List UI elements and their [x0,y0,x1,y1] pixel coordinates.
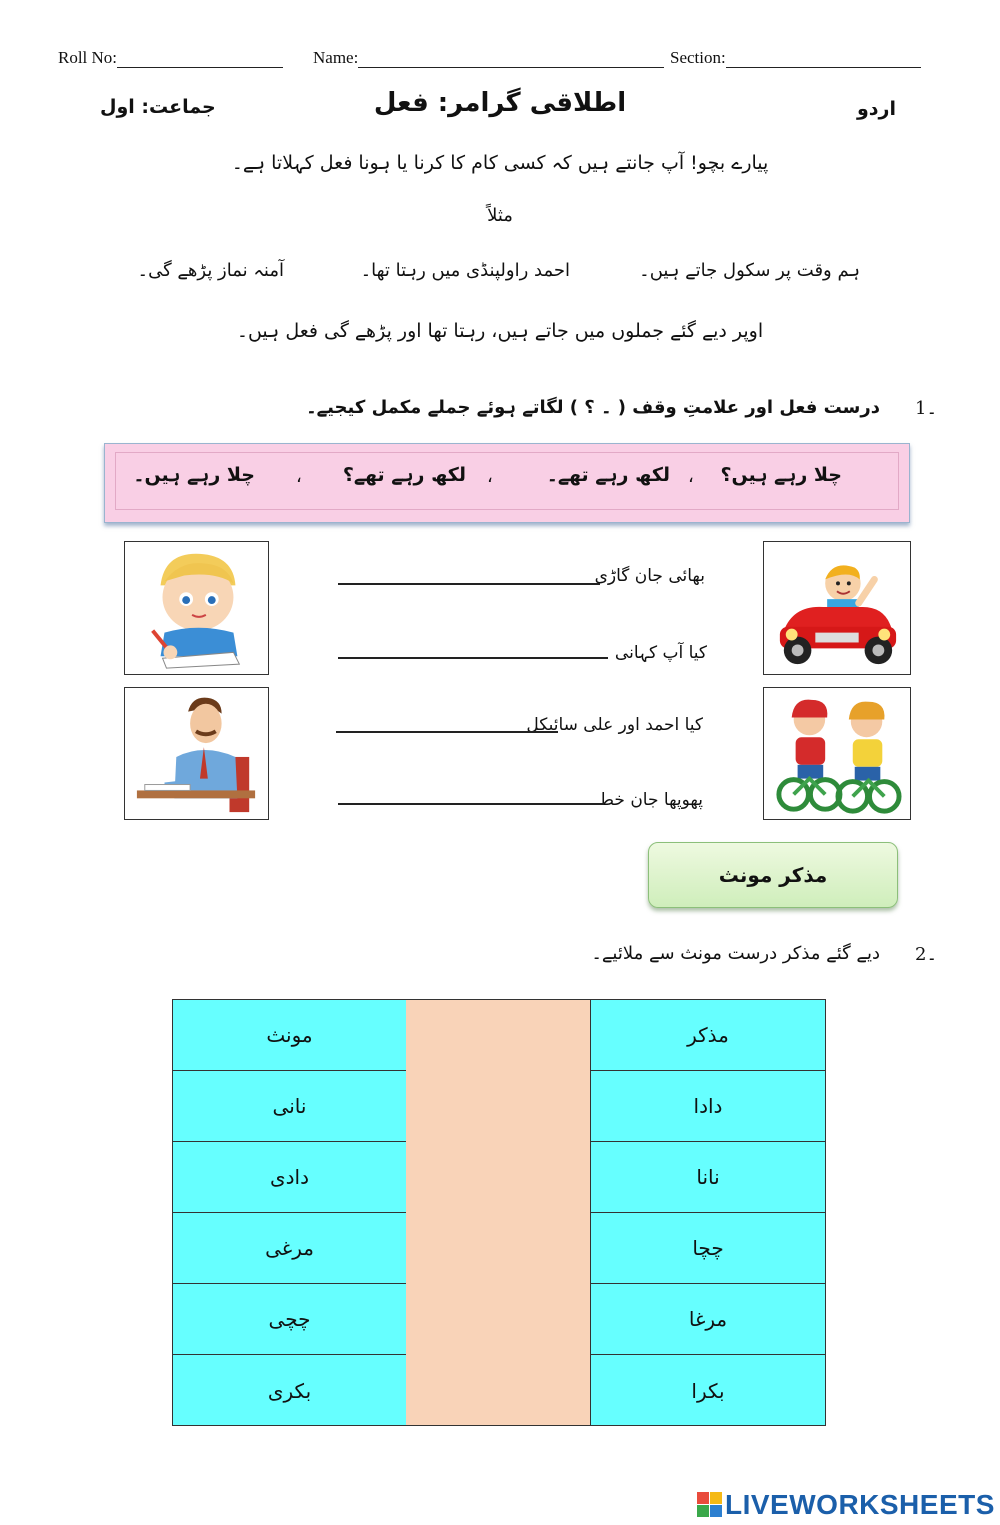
option-1[interactable]: چلا رہے ہیں؟ [720,464,842,486]
intro-text: پیارے بچو! آپ جانتے ہیں کہ کسی کام کا کرنا یا ہونا فعل کہلاتا ہے۔ [231,152,769,174]
page-title: اطلاقی گرامر: فعل [373,88,627,118]
masculine-feminine-button[interactable]: مذکر مونث [648,842,898,908]
example-sentence-1: ہم وقت پر سکول جاتے ہیں۔ [639,260,860,281]
section-label: Section: [670,48,726,67]
subject-label: اردو [856,98,896,120]
boy-writing-image [124,541,269,675]
option-4[interactable]: چلا رہے ہیں۔ [133,464,255,486]
section-field [670,48,921,68]
feminine-word-4[interactable]: چچی [173,1284,406,1355]
feminine-header: مونث [173,1000,406,1071]
feminine-word-1[interactable]: نانی [173,1071,406,1142]
matching-area[interactable] [406,999,591,1426]
question-2-number: 2۔ [915,944,937,965]
name-label: Name: [313,48,359,67]
sentence-4: پھوپھا جان خط [598,790,703,810]
sentence-3: کیا احمد اور علی سائیکل [526,715,703,735]
name-field [313,48,664,68]
roll-no-blank[interactable] [117,51,283,68]
masculine-word-3[interactable]: چچا [591,1213,825,1284]
question-2-text: دیے گئے مذکر درست مونث سے ملائیے۔ [591,943,880,964]
example-sentence-3: آمنہ نماز پڑھے گی۔ [137,260,284,281]
roll-no-field [58,48,283,68]
answer-blank-1[interactable] [338,583,600,585]
class-label: جماعت: اول [100,96,216,118]
explanation-text: اوپر دیے گئے جملوں میں جاتے ہیں، رہتا تھا اور پڑھے گی فعل ہیں۔ [236,320,764,342]
boys-on-bicycles-image [763,687,911,820]
answer-blank-3[interactable] [336,731,558,733]
logo-text: LIVEWORKSHEETS [725,1489,995,1520]
feminine-word-5[interactable]: بکری [267,1378,312,1403]
matching-table [172,999,826,1426]
liveworksheets-logo [697,1489,995,1521]
masculine-word-5[interactable]: بکرا [691,1378,725,1403]
liveworksheets-badge-icon [697,1492,723,1518]
option-2[interactable]: لکھ رہے تھے۔ [546,464,670,486]
masculine-header: مذکر [591,1000,825,1071]
masculine-word-1[interactable]: دادا [591,1071,825,1142]
man-writing-letter-image [124,687,269,820]
name-blank[interactable] [358,51,664,68]
masculine-word-4[interactable]: مرغا [591,1284,825,1355]
masculine-column [590,999,826,1426]
option-separator: ، [688,466,694,487]
option-separator: ، [487,466,493,487]
masculine-word-2[interactable]: نانا [591,1142,825,1213]
feminine-column [172,999,407,1426]
boy-in-car-image [763,541,911,675]
feminine-word-3[interactable]: مرغی [173,1213,406,1284]
answer-blank-4[interactable] [338,803,604,805]
example-sentence-2: احمد راولپنڈی میں رہتا تھا۔ [360,260,570,281]
question-1-text: درست فعل اور علامتِ وقف ( ۔ ؟ ) لگاتے ہوئے جملے مکمل کیجیے۔ [306,397,880,418]
example-label: مثلاً [487,205,513,226]
option-separator: ، [296,466,302,487]
question-1-number: 1۔ [915,398,937,419]
answer-blank-2[interactable] [338,657,608,659]
sentence-1: بھائی جان گاڑی [594,566,705,586]
option-3[interactable]: لکھ رہے تھے؟ [342,464,466,486]
roll-no-label: Roll No: [58,48,118,67]
feminine-word-2[interactable]: دادی [173,1142,406,1213]
sentence-2: کیا آپ کہانی [614,643,707,663]
section-blank[interactable] [726,51,921,68]
